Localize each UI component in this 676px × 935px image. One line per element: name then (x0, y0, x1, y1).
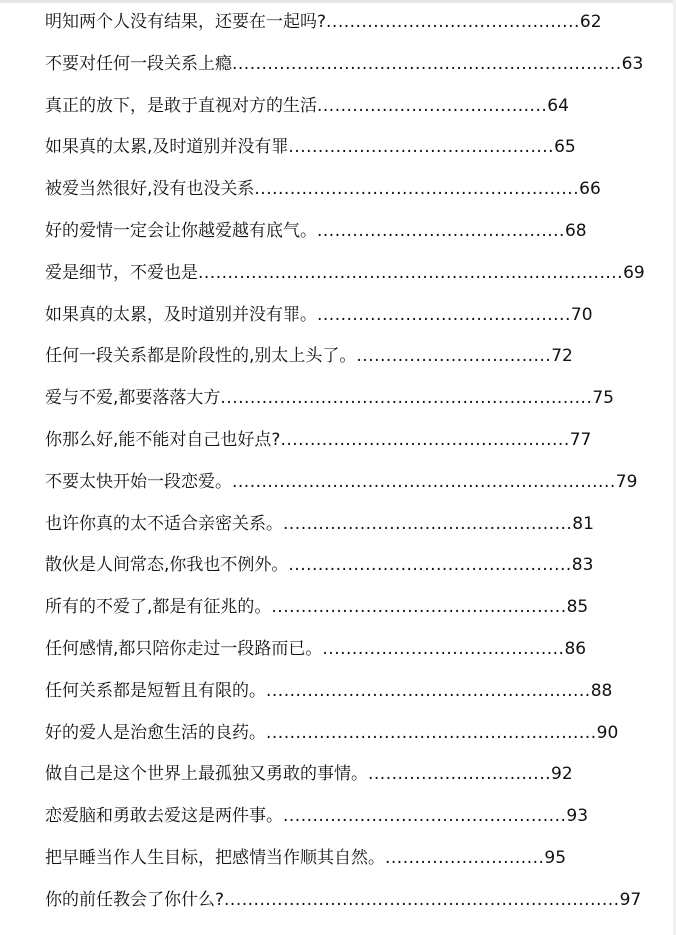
toc-entry-title: 任何感情,都只陪你走过一段路而已。 (45, 639, 323, 659)
toc-page-number: 92 (551, 764, 573, 784)
toc-leader-dots: ....................................... (317, 96, 548, 116)
toc-entry-title: 不要对任何一段关系上瘾 (45, 54, 232, 74)
toc-entry-title: 任何关系都是短暂且有限的。 (45, 681, 266, 701)
toc-entry-title: 任何一段关系都是阶段性的,别太上头了。 (45, 346, 357, 366)
toc-leader-dots: ........................................... (326, 12, 580, 32)
toc-entry-title: 如果真的太累,及时道别并没有罪 (45, 137, 289, 157)
toc-entry-title: 真正的放下，是敢于直视对方的生活 (45, 96, 317, 116)
toc-entry-title: 好的爱人是治愈生活的良药。 (45, 723, 266, 743)
toc-entry[interactable] (45, 468, 638, 496)
toc-entry[interactable] (45, 551, 593, 579)
toc-leader-dots: ............................................. (288, 137, 555, 157)
toc-entry[interactable] (45, 175, 601, 203)
toc-entry-title: 爱是细节，不爱也是 (45, 263, 198, 283)
toc-entry-title: 恋爱脑和勇敢去爱这是两件事。 (45, 806, 283, 826)
toc-page-number: 68 (564, 221, 587, 241)
toc-entry[interactable] (45, 593, 588, 621)
toc-entry[interactable] (45, 510, 594, 538)
toc-entry[interactable] (45, 760, 573, 788)
toc-leader-dots: ........................................................................ (198, 263, 624, 283)
toc-entry-title: 不要太快开始一段恋爱。 (45, 472, 232, 492)
toc-leader-dots: .................................................................. (232, 54, 622, 74)
toc-entry[interactable] (45, 133, 576, 161)
toc-page-number: 79 (615, 472, 638, 492)
toc-page-number: 65 (554, 137, 576, 157)
toc-leader-dots: ........................................................ (266, 723, 597, 743)
toc-entry-title: 所有的不爱了,都是有征兆的。 (45, 597, 272, 617)
toc-page-number: 72 (551, 346, 573, 366)
toc-page-number: 70 (570, 305, 593, 325)
toc-entry[interactable] (45, 259, 645, 287)
toc-entry[interactable] (45, 802, 588, 830)
toc-leader-dots: ......................................... (322, 639, 565, 659)
toc-entry[interactable] (45, 844, 566, 872)
toc-page-number: 86 (564, 639, 587, 659)
toc-leader-dots: ................................................. (283, 514, 573, 534)
toc-leader-dots: ....................................................... (266, 681, 591, 701)
toc-entry[interactable] (45, 92, 569, 120)
toc-leader-dots: ............................... (368, 764, 552, 784)
toc-leader-dots: ................................................ (283, 806, 567, 826)
toc-entry[interactable] (45, 426, 591, 454)
toc-page-number: 63 (621, 54, 644, 74)
toc-entry-title: 把早睡当作人生目标，把感情当作顺其自然。 (45, 848, 385, 868)
toc-entry[interactable] (45, 8, 602, 36)
toc-page-number: 81 (572, 514, 594, 534)
toc-entry[interactable] (45, 719, 619, 747)
toc-page-number: 66 (579, 179, 601, 199)
toc-entry[interactable] (45, 217, 587, 245)
toc-entry-title: 做自己是这个世界上最孤独又勇敢的事情。 (45, 764, 368, 784)
toc-leader-dots: .......................................... (317, 221, 565, 241)
toc-entry-title: 明知两个人没有结果，还要在一起吗? (45, 12, 327, 32)
toc-leader-dots: .................................................. (271, 597, 567, 617)
toc-page-number: 97 (619, 890, 642, 910)
toc-entry[interactable] (45, 301, 593, 329)
toc-leader-dots: ........................................... (317, 305, 571, 325)
top-divider (0, 0, 676, 3)
toc-page-number: 93 (566, 806, 589, 826)
toc-entry-title: 如果真的太累，及时道别并没有罪。 (45, 305, 317, 325)
toc-page-number: 69 (623, 263, 645, 283)
toc-leader-dots: ............................................................... (220, 388, 593, 408)
toc-entry[interactable] (45, 50, 644, 78)
toc-page-number: 90 (596, 723, 619, 743)
toc-page-number: 85 (566, 597, 589, 617)
toc-entry[interactable] (45, 886, 642, 914)
toc-page-number: 77 (569, 430, 592, 450)
toc-entry[interactable] (45, 342, 573, 370)
toc-leader-dots: ................................................................. (232, 472, 616, 492)
toc-entry-title: 爱与不爱,都要落落大方 (45, 388, 221, 408)
toc-entry-title: 散伙是人间常态,你我也不例外。 (45, 555, 289, 575)
toc-page-number: 75 (592, 388, 614, 408)
toc-page-number: 64 (547, 96, 569, 116)
toc-leader-dots: ................................................. (280, 430, 570, 450)
toc-entry[interactable] (45, 384, 614, 412)
toc-page-number: 88 (590, 681, 613, 701)
toc-entry-title: 好的爱情一定会让你越爱越有底气。 (45, 221, 317, 241)
toc-entry-title: 被爱当然很好,没有也没关系 (45, 179, 255, 199)
toc-page-number: 62 (579, 12, 602, 32)
toc-entry-title: 也许你真的太不适合亲密关系。 (45, 514, 283, 534)
toc-entry-title: 你那么好,能不能对自己也好点? (45, 430, 281, 450)
toc-leader-dots: ................................................ (288, 555, 572, 575)
toc-leader-dots: ........................... (385, 848, 545, 868)
toc-entry[interactable] (45, 635, 586, 663)
toc-page-number: 83 (571, 555, 594, 575)
toc-leader-dots: ................................................................... (224, 890, 620, 910)
toc-leader-dots: ................................. (356, 346, 552, 366)
toc-entry[interactable] (45, 677, 612, 705)
toc-page-number: 95 (544, 848, 567, 868)
toc-entry-title: 你的前任教会了你什么? (45, 890, 225, 910)
toc-leader-dots: ....................................................... (254, 179, 580, 199)
